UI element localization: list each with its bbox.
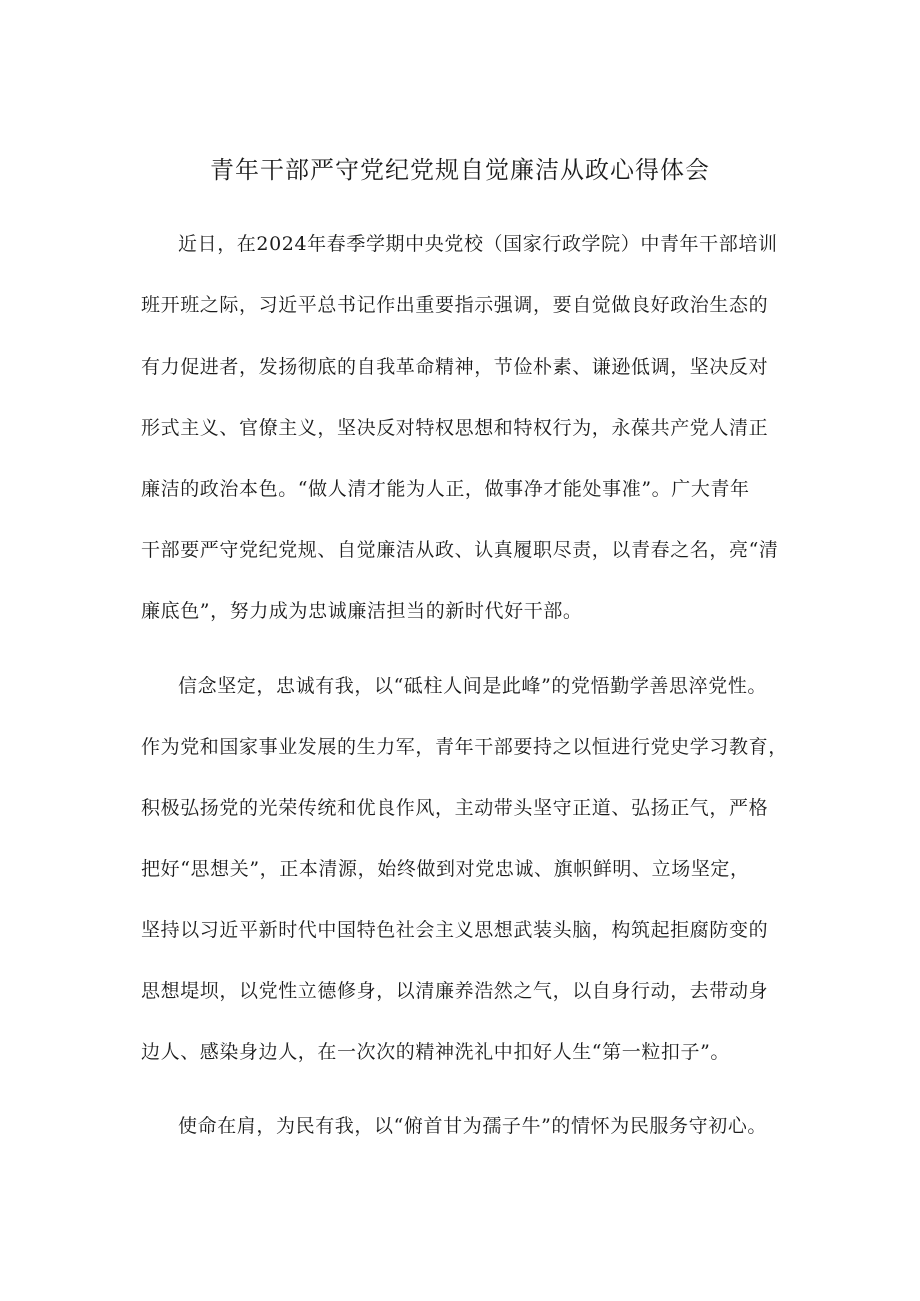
paragraph-line: 思想堤坝，以党性立德修身，以清廉养浩然之气，以自身行动，去带动身	[141, 980, 769, 1002]
paragraph-line: 干部要严守党纪党规、自觉廉洁从政、认真履职尽责，以青春之名，亮“清	[141, 539, 779, 561]
paragraph-line: 积极弘扬党的光荣传统和优良作风，主动带头坚守正道、弘扬正气，严格	[141, 797, 769, 819]
paragraph-line: 作为党和国家事业发展的生力军，青年干部要持之以恒进行党史学习教育，	[141, 736, 788, 758]
paragraph-line: 信念坚定，忠诚有我，以“砥柱人间是此峰”的党悟勤学善思淬党性。	[178, 675, 768, 697]
paragraph-line: 使命在肩，为民有我，以“俯首甘为孺子牛”的情怀为民服务守初心。	[178, 1115, 768, 1137]
paragraph-line: 把好“思想关”，正本清源，始终做到对党忠诚、旗帜鲜明、立场坚定，	[141, 858, 750, 880]
document-title: 青年干部严守党纪党规自觉廉洁从政心得体会	[210, 156, 710, 184]
paragraph-line: 班开班之际，习近平总书记作出重要指示强调，要自觉做良好政治生态的	[141, 294, 769, 316]
paragraph-line: 坚持以习近平新时代中国特色社会主义思想武装头脑，构筑起拒腐防变的	[141, 919, 769, 941]
paragraph-line: 边人、感染身边人，在一次次的精神洗礼中扣好人生“第一粒扣子”。	[141, 1041, 731, 1063]
paragraph-line: 廉底色”，努力成为忠诚廉洁担当的新时代好干部。	[141, 600, 583, 622]
paragraph-line: 有力促进者，发扬彻底的自我革命精神，节俭朴素、谦逊低调，坚决反对	[141, 356, 769, 378]
paragraph-line: 近日，在2024年春季学期中央党校（国家行政学院）中青年干部培训	[178, 233, 778, 255]
paragraph-line: 廉洁的政治本色。“做人清才能为人正，做事净才能处事准”。广大青年	[141, 478, 750, 500]
paragraph-line: 形式主义、官僚主义，坚决反对特权思想和特权行为，永葆共产党人清正	[141, 417, 769, 439]
